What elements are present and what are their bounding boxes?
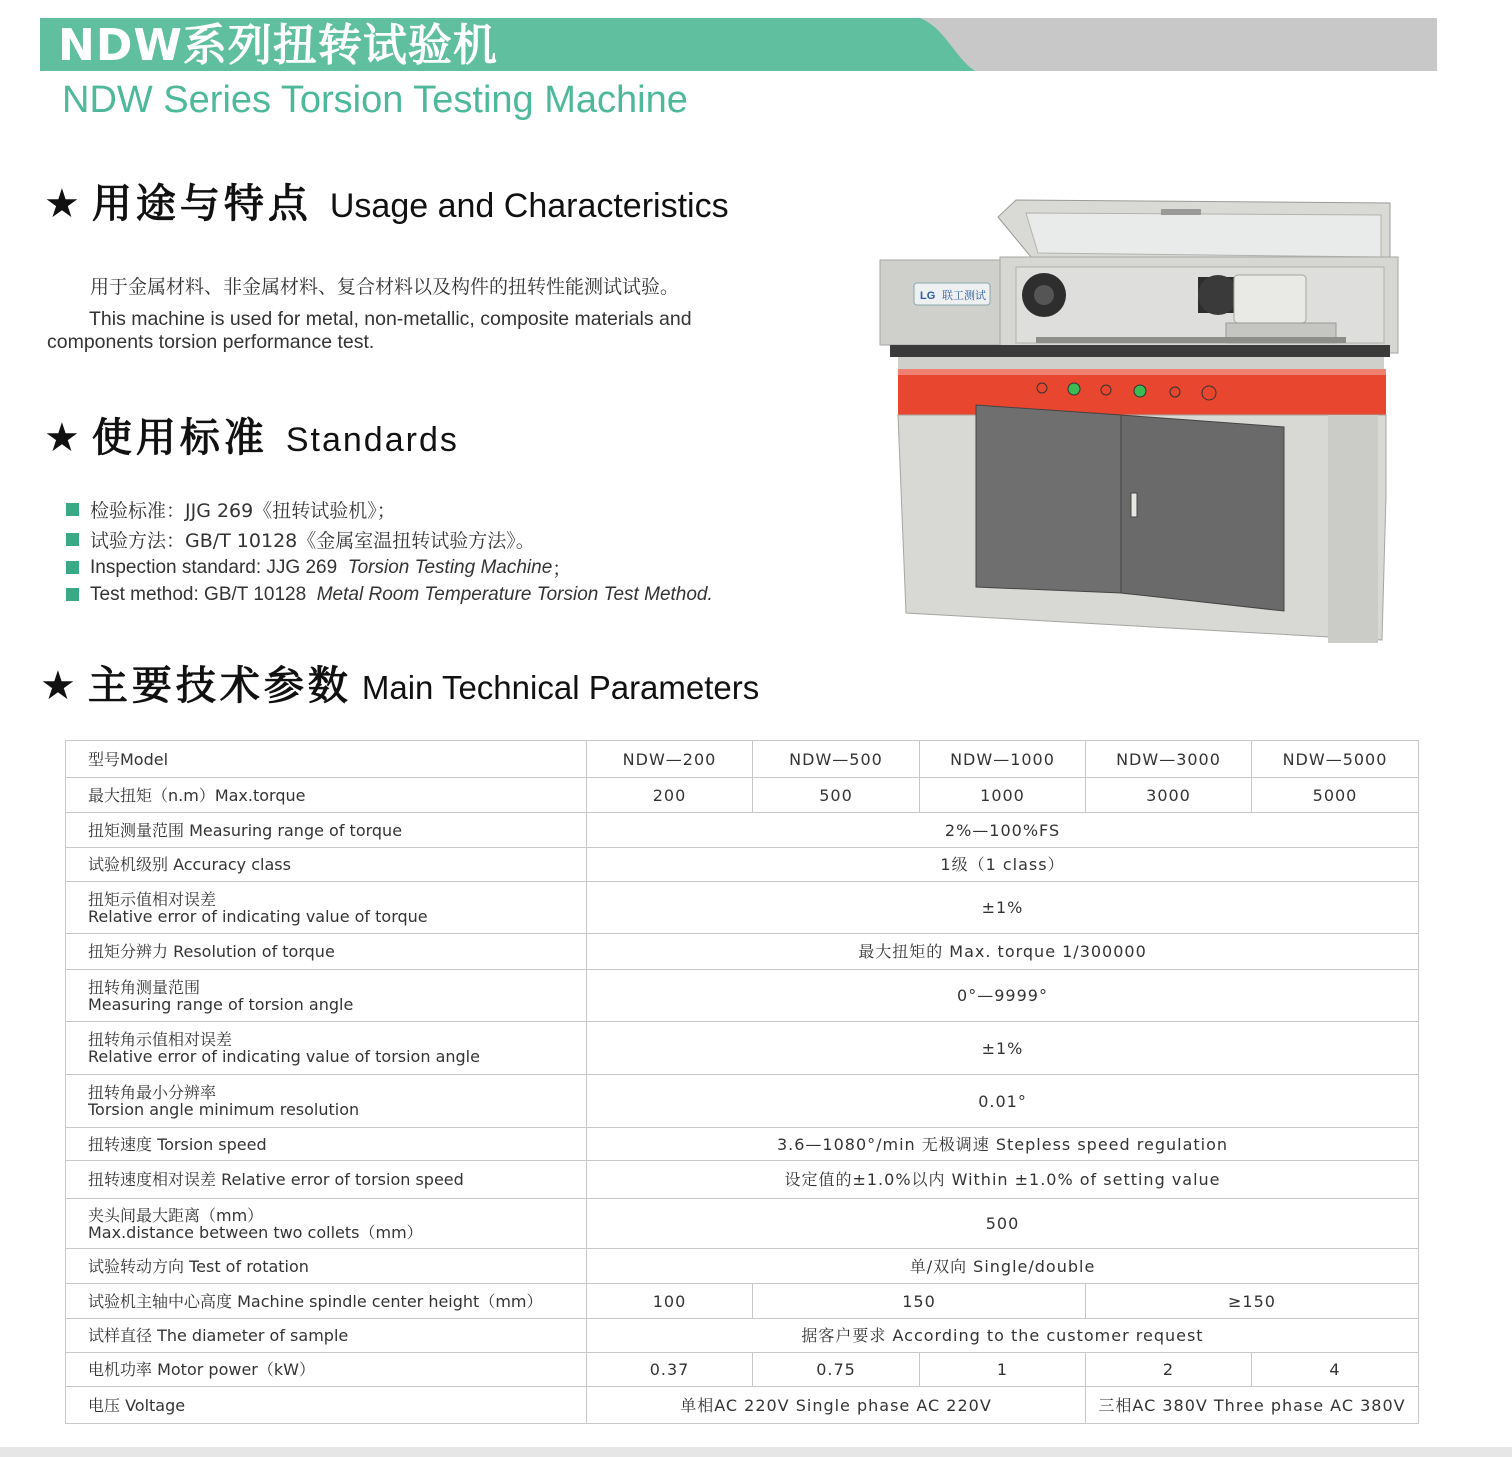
param-label-text: 最大扭矩（n.m）Max.torque bbox=[88, 785, 306, 805]
param-label-text: 扭矩测量范围 Measuring range of torque bbox=[88, 820, 403, 840]
param-label-text-en: Relative error of indicating value of torsion angle bbox=[88, 1047, 480, 1066]
param-label-text: 试验机主轴中心高度 Machine spindle center height（mm） bbox=[88, 1291, 543, 1311]
param-label-text: 扭转角示值相对误差 bbox=[88, 1030, 233, 1049]
param-value: 3.6—1080°/min 无极调速 Stepless speed regulation bbox=[587, 1128, 1419, 1161]
param-label bbox=[66, 1284, 587, 1319]
param-value: 100 bbox=[587, 1284, 753, 1319]
params-heading: ★ 主要技术参数 Main Technical Parameters bbox=[40, 663, 760, 709]
table-row bbox=[66, 848, 1419, 882]
table-row bbox=[66, 1284, 1419, 1319]
param-value: 5000 bbox=[1252, 778, 1419, 813]
usage-text-cn: 用于金属材料、非金属材料、复合材料以及构件的扭转性能测试试验。 bbox=[90, 276, 680, 298]
param-label-text-en: Torsion angle minimum resolution bbox=[88, 1100, 360, 1119]
param-label-text: 电机功率 Motor power（kW） bbox=[88, 1360, 315, 1379]
logo-mark: LG bbox=[920, 290, 936, 302]
param-value: 0.37 bbox=[587, 1353, 753, 1387]
param-value: 1级（1 class） bbox=[587, 848, 1419, 882]
param-label-text: 扭转角测量范围 bbox=[88, 977, 201, 997]
param-label-text: 扭矩分辨力 Resolution of torque bbox=[88, 942, 335, 961]
table-row bbox=[66, 1022, 1419, 1075]
param-label-text: 试样直径 The diameter of sample bbox=[88, 1326, 349, 1345]
standard-item: Inspection standard: JJG 269 Torsion Testing Machine ； bbox=[66, 554, 713, 581]
standards-heading: ★ 使用标准 Standards bbox=[44, 415, 459, 461]
param-value: NDW—1000 bbox=[920, 741, 1086, 778]
param-label bbox=[66, 1319, 587, 1353]
param-value: 单相AC 220V Single phase AC 220V bbox=[587, 1387, 1086, 1424]
param-label-text-en: Max.distance between two collets（mm） bbox=[88, 1222, 423, 1242]
param-label bbox=[66, 1161, 587, 1199]
param-label bbox=[66, 741, 587, 778]
star-icon: ★ bbox=[44, 415, 84, 461]
param-label-text-en: Relative error of indicating value of torque bbox=[88, 906, 428, 926]
table-row bbox=[66, 970, 1419, 1022]
table-row bbox=[66, 1075, 1419, 1128]
param-label-text: 扭转速度 Torsion speed bbox=[88, 1134, 267, 1154]
param-value: ±1% bbox=[587, 882, 1419, 934]
parameters-table bbox=[65, 740, 1419, 1424]
table-row bbox=[66, 882, 1419, 934]
param-value: 2 bbox=[1086, 1353, 1252, 1387]
table-row bbox=[66, 934, 1419, 970]
table-row bbox=[66, 1387, 1419, 1424]
table-row bbox=[66, 1128, 1419, 1161]
usage-text-en-2: components torsion performance test. bbox=[47, 331, 375, 353]
param-label-text: 扭转角最小分辨率 bbox=[88, 1083, 217, 1102]
param-label bbox=[66, 1387, 587, 1424]
param-value: 0°—9999° bbox=[587, 970, 1419, 1022]
param-value: NDW—5000 bbox=[1252, 741, 1419, 778]
param-label-text: 扭矩示值相对误差 bbox=[88, 889, 217, 909]
page-title-en: NDW Series Torsion Testing Machine bbox=[62, 79, 688, 121]
param-value: 200 bbox=[587, 778, 753, 813]
param-value: NDW—3000 bbox=[1086, 741, 1252, 778]
param-label bbox=[66, 1075, 587, 1128]
param-label-text: 扭转速度相对误差 Relative error of torsion speed bbox=[88, 1170, 464, 1189]
param-label-text-en: Measuring range of torsion angle bbox=[88, 994, 354, 1014]
usage-heading: ★ 用途与特点 Usage and Characteristics bbox=[44, 181, 729, 227]
logo-text: 联工测试 bbox=[942, 289, 986, 302]
param-label bbox=[66, 970, 587, 1022]
param-label-text: 电压 Voltage bbox=[88, 1395, 186, 1415]
param-value: 500 bbox=[587, 1199, 1419, 1249]
table-row bbox=[66, 1319, 1419, 1353]
param-value: 1000 bbox=[920, 778, 1086, 813]
page-title-cn: NDW系列扭转试验机 bbox=[58, 20, 498, 71]
param-label bbox=[66, 848, 587, 882]
table-row bbox=[66, 741, 1419, 778]
param-value: 据客户要求 According to the customer request bbox=[587, 1319, 1419, 1353]
param-label bbox=[66, 1128, 587, 1161]
table-row bbox=[66, 813, 1419, 848]
param-value: 1 bbox=[920, 1353, 1086, 1387]
standards-list bbox=[66, 494, 713, 608]
param-value: 150 bbox=[753, 1284, 1086, 1319]
param-value: 3000 bbox=[1086, 778, 1252, 813]
table-row bbox=[66, 1161, 1419, 1199]
table-row bbox=[66, 778, 1419, 813]
param-label bbox=[66, 1199, 587, 1249]
footer-bar bbox=[0, 1447, 1512, 1457]
param-label bbox=[66, 778, 587, 813]
square-bullet-icon bbox=[66, 561, 79, 574]
standard-item: 试验方法：GB/T 10128《金属室温扭转试验方法》。 bbox=[66, 524, 713, 554]
usage-text-en-1: This machine is used for metal, non-metallic, composite materials and bbox=[89, 308, 692, 330]
square-bullet-icon bbox=[66, 533, 79, 546]
param-label-text: 夹头间最大距离（mm） bbox=[88, 1205, 264, 1225]
param-value: 最大扭矩的 Max. torque 1/300000 bbox=[587, 934, 1419, 970]
param-value: 0.75 bbox=[753, 1353, 920, 1387]
param-label bbox=[66, 882, 587, 934]
param-label bbox=[66, 934, 587, 970]
param-value: 500 bbox=[753, 778, 920, 813]
param-value: 单/双向 Single/double bbox=[587, 1249, 1419, 1284]
standard-item: 检验标准：JJG 269《扭转试验机》； bbox=[66, 494, 713, 524]
param-label bbox=[66, 813, 587, 848]
param-value: 2%—100%FS bbox=[587, 813, 1419, 848]
param-label bbox=[66, 1353, 587, 1387]
param-value: 三相AC 380V Three phase AC 380V bbox=[1086, 1387, 1419, 1424]
param-value: ±1% bbox=[587, 1022, 1419, 1075]
star-icon: ★ bbox=[40, 663, 80, 709]
param-label bbox=[66, 1249, 587, 1284]
param-value: ≥150 bbox=[1086, 1284, 1419, 1319]
param-value: 0.01° bbox=[587, 1075, 1419, 1128]
square-bullet-icon bbox=[66, 503, 79, 516]
square-bullet-icon bbox=[66, 588, 79, 601]
standard-item: Test method: GB/T 10128 Metal Room Temperature Torsion Test Method. bbox=[66, 581, 713, 608]
param-value: 4 bbox=[1252, 1353, 1419, 1387]
table-row bbox=[66, 1353, 1419, 1387]
torsion-machine-image bbox=[876, 195, 1406, 645]
param-value: NDW—500 bbox=[753, 741, 920, 778]
table-row bbox=[66, 1249, 1419, 1284]
param-value: 设定值的±1.0%以内 Within ±1.0% of setting value bbox=[587, 1161, 1419, 1199]
param-label-text: 型号Model bbox=[88, 749, 169, 769]
param-value: NDW—200 bbox=[587, 741, 753, 778]
param-label-text: 试验转动方向 Test of rotation bbox=[88, 1256, 309, 1276]
param-label bbox=[66, 1022, 587, 1075]
star-icon: ★ bbox=[44, 181, 84, 227]
table-row bbox=[66, 1199, 1419, 1249]
param-label-text: 试验机级别 Accuracy class bbox=[88, 855, 291, 874]
